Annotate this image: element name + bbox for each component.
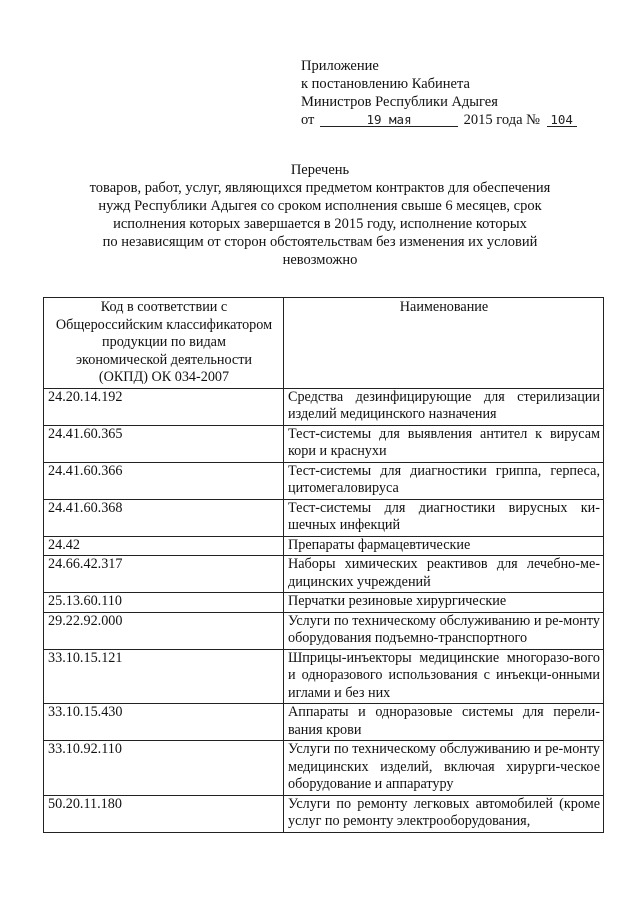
title-heading: Перечень xyxy=(290,162,350,178)
item-name: Услуги по техническому обслуживанию и ре-монту оборудования подъемно-транспортного xyxy=(284,612,604,649)
okpd-code: 24.42 xyxy=(44,536,284,556)
item-name: Препараты фармацевтические xyxy=(284,536,604,556)
okpd-code: 33.10.15.430 xyxy=(44,704,284,741)
from-label: от xyxy=(301,112,315,128)
title-line: нужд Республики Адыгея со сроком исполнения свыше 6 месяцев, срок xyxy=(98,198,542,214)
item-name: Тест-системы для диагностики гриппа, герпеса, цитомегаловируса xyxy=(284,462,604,499)
title-line: по независящим от сторон обстоятельствам без изменения их условий xyxy=(102,234,538,250)
appendix-cabinet-line: Министров Республики Адыгея xyxy=(301,94,498,110)
okpd-code: 24.66.42.317 xyxy=(44,556,284,593)
items-table xyxy=(43,297,604,833)
okpd-code: 25.13.60.110 xyxy=(44,593,284,613)
item-name: Тест-системы для диагностики вирусных ки-шечных инфекций xyxy=(284,499,604,536)
item-name: Наборы химических реактивов для лечебно-ме-дицинских учреждений xyxy=(284,556,604,593)
handwritten-number: 104 xyxy=(547,113,577,127)
okpd-code: 33.10.15.121 xyxy=(44,649,284,704)
okpd-code: 24.41.60.365 xyxy=(44,425,284,462)
okpd-code: 24.20.14.192 xyxy=(44,388,284,425)
appendix-title: Приложение xyxy=(301,58,379,74)
appendix-date-line xyxy=(301,111,577,129)
okpd-code: 33.10.92.110 xyxy=(44,741,284,796)
item-name: Средства дезинфицирующие для стерилизации изделий медицинского назначения xyxy=(284,388,604,425)
appendix-resolution-line: к постановлению Кабинета xyxy=(301,76,470,92)
table-header-row xyxy=(44,298,604,389)
table-row xyxy=(44,704,604,741)
table-row xyxy=(44,425,604,462)
table-row xyxy=(44,612,604,649)
table-row xyxy=(44,462,604,499)
appendix-header xyxy=(301,57,577,129)
handwritten-date: 19 мая xyxy=(320,113,458,127)
table-row xyxy=(44,649,604,704)
okpd-code: 24.41.60.366 xyxy=(44,462,284,499)
title-line: товаров, работ, услуг, являющихся предметом контрактов для обеспечения xyxy=(89,180,551,196)
code-column-header: Код в соответствии с Общероссийским классификатором продукции по видам экономической деятельности (ОКПД) ОК 034-2007 xyxy=(44,298,284,389)
item-name: Тест-системы для выявления антител к вирусам кори и краснухи xyxy=(284,425,604,462)
table-row xyxy=(44,556,604,593)
document-title xyxy=(60,161,580,269)
okpd-code: 50.20.11.180 xyxy=(44,795,284,832)
name-column-header: Наименование xyxy=(284,298,604,389)
item-name: Перчатки резиновые хирургические xyxy=(284,593,604,613)
okpd-code: 24.41.60.368 xyxy=(44,499,284,536)
item-name: Услуги по ремонту легковых автомобилей (кроме услуг по ремонту электрооборудования, xyxy=(284,795,604,832)
table-row xyxy=(44,536,604,556)
item-name: Шприцы-инъекторы медицинские многоразо-вого и одноразового использования с инъекци-онными иглами и без них xyxy=(284,649,604,704)
item-name: Услуги по техническому обслуживанию и ре-монту медицинских изделий, включая хирурги-ческое оборудование и аппаратуру xyxy=(284,741,604,796)
table-row xyxy=(44,593,604,613)
table-row xyxy=(44,795,604,832)
table-row xyxy=(44,388,604,425)
title-line: исполнения которых завершается в 2015 году, исполнение которых xyxy=(113,216,527,232)
table-row xyxy=(44,499,604,536)
year-label: 2015 года № xyxy=(463,112,540,128)
okpd-code: 29.22.92.000 xyxy=(44,612,284,649)
title-line: невозможно xyxy=(282,252,358,268)
item-name: Аппараты и одноразовые системы для перели-вания крови xyxy=(284,704,604,741)
table-row xyxy=(44,741,604,796)
